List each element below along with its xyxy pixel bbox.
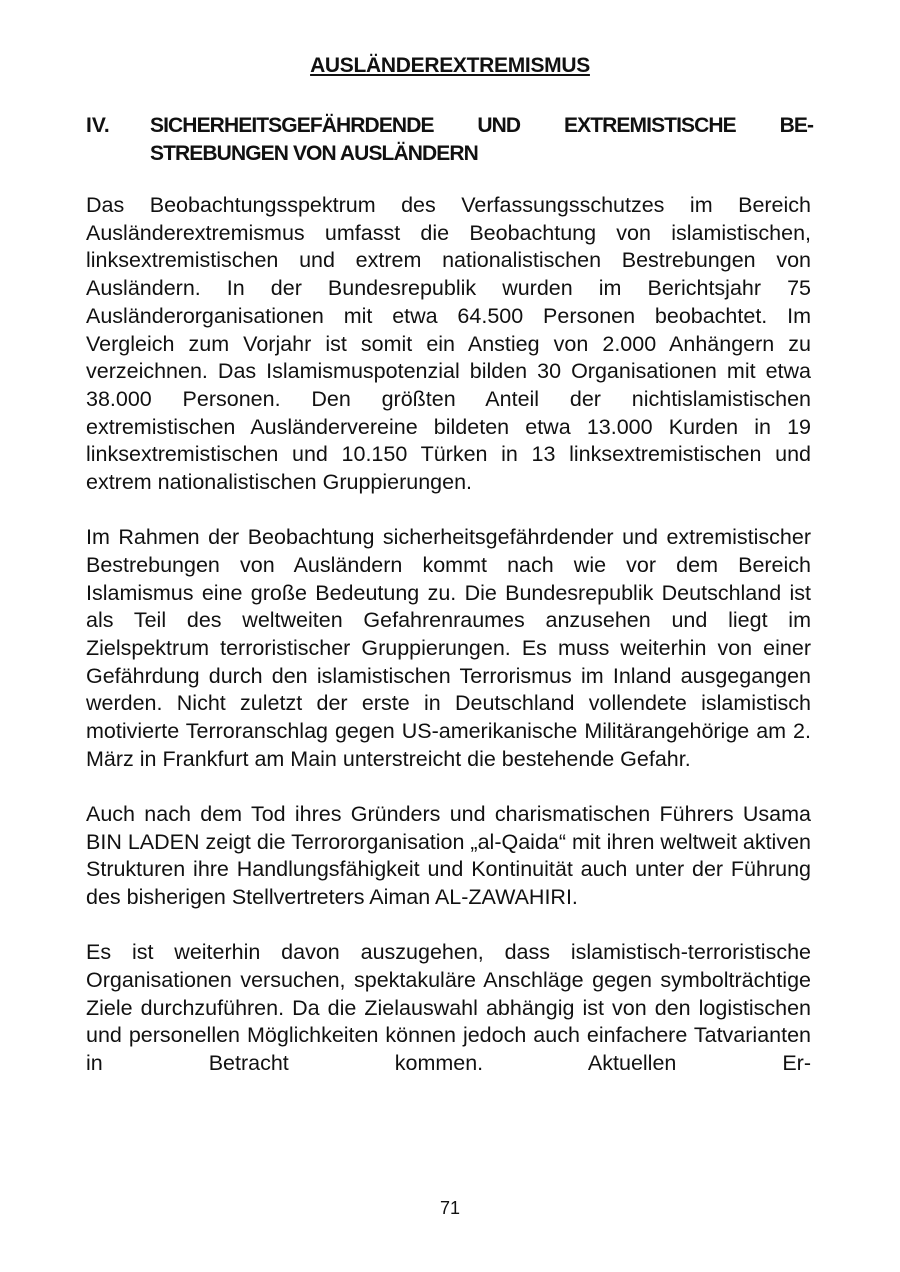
running-head: AUSLÄNDEREXTREMISMUS: [310, 54, 590, 77]
body-text: [86, 192, 811, 1105]
page-number: 71: [439, 1198, 461, 1218]
paragraph: Es ist weiterhin davon auszugehen, dass islamistisch-terroristische Organisationen versuchen, spektakuläre Anschläge gegen symbolträchtige Ziele durchzuführen. Da die Zielauswahl abhängig ist von den logistischen und personellen Möglichkeiten können jedoch auch einfachere Tatvarianten in Betracht kommen. Aktuellen Er-: [86, 940, 811, 1076]
chapter-number: IV.: [86, 114, 110, 137]
paragraph: Auch nach dem Tod ihres Gründers und charismatischen Führers Usama BIN LADEN zeigt die Terrororganisation „al-Qaida“ mit ihren weltweit aktiven Strukturen ihre Handlungsfähigkeit und Kontinuität auch unter der Führung des bisherigen Stellvertreters Aiman AL-ZAWAHIRI.: [86, 802, 811, 910]
paragraph: Das Beobachtungsspektrum des Verfassungsschutzes im Bereich Ausländerextremismus umfasst die Beobachtung von islamistischen, linksextremistischen und extrem nationalistischen Bestrebungen von Ausländern. In der Bundesrepublik wurden im Berichtsjahr 75 Ausländerorganisationen mit etwa 64.500 Personen beobachtet. Im Vergleich zum Vorjahr ist somit ein Anstieg von 2.000 Anhängern zu verzeichnen. Das Islamismuspotenzial bilden 30 Organisationen mit etwa 38.000 Personen. Den größten Anteil der nichtislamistischen extremistischen Ausländervereine bildeten etwa 13.000 Kurden in 19 linksextremistischen und 10.150 Türken in 13 linksextremistischen und extrem nationalistischen Gruppierungen.: [86, 193, 811, 495]
paragraph: Im Rahmen der Beobachtung sicherheitsgefährdender und extremistischer Bestrebungen von Ausländern kommt nach wie vor dem Bereich Islamismus eine große Bedeutung zu. Die Bundesrepublik Deutschland ist als Teil des weltweiten Gefahrenraumes anzusehen und liegt im Zielspektrum terroristischer Gruppierungen. Es muss weiterhin von einer Gefährdung durch den islamistischen Terrorismus im Inland ausgegangen werden. Nicht zuletzt der erste in Deutschland vollendete islamistisch motivierte Terroranschlag gegen US-amerikanische Militärangehörige am 2. März in Frankfurt am Main unterstreicht die bestehende Gefahr.: [86, 525, 811, 771]
chapter-heading: [86, 112, 814, 168]
chapter-title: SICHERHEITSGEFÄHRDENDE UND EXTREMISTISCHE BESTREBUNGEN VON AUSLÄNDERN: [150, 114, 814, 165]
